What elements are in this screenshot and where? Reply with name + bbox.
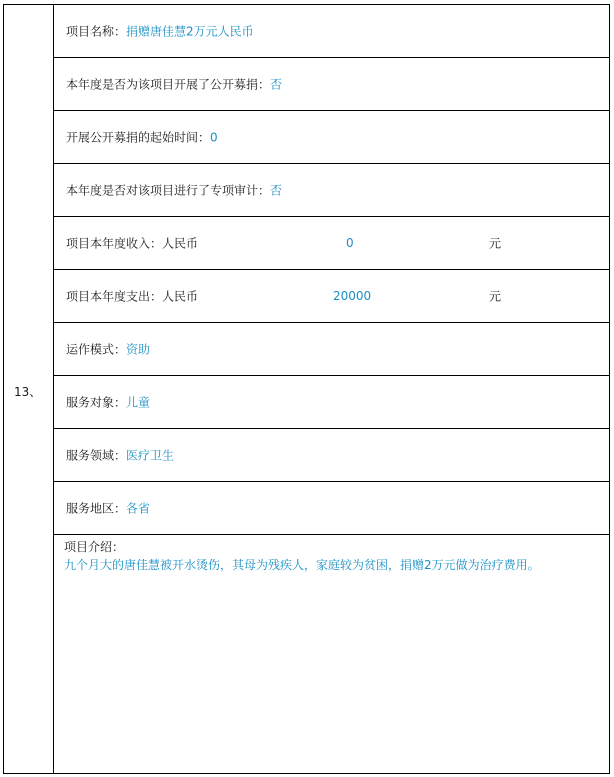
service-region-value: 各省 — [126, 501, 151, 516]
fundraising-start-value: 0 — [210, 130, 218, 145]
row-income — [54, 217, 609, 270]
public-fundraising-value: 否 — [270, 77, 283, 92]
service-field-label: 服务领域： — [66, 448, 127, 463]
special-audit-value: 否 — [270, 183, 283, 198]
row-operation-mode — [54, 323, 609, 376]
service-target-label: 服务对象： — [66, 395, 127, 410]
service-field-value: 医疗卫生 — [126, 448, 175, 463]
project-name-value: 捐赠唐佳慧2万元人民币 — [126, 24, 254, 39]
item-number: 13、 — [14, 385, 42, 399]
income-amount: 0 — [346, 236, 354, 250]
project-name-label: 项目名称： — [66, 24, 127, 39]
service-target-value: 儿童 — [126, 395, 151, 410]
fundraising-start-label: 开展公开募捐的起始时间： — [66, 130, 211, 145]
public-fundraising-label: 本年度是否为该项目开展了公开募捐： — [66, 77, 271, 92]
project-intro — [54, 535, 609, 773]
row-service-target — [54, 376, 609, 429]
row-special-audit — [54, 164, 609, 217]
operation-mode-label: 运作模式： — [66, 342, 127, 357]
expense-label: 项目本年度支出：人民币 — [66, 289, 199, 304]
project-table — [3, 4, 610, 774]
item-number-column — [4, 5, 54, 773]
expense-unit: 元 — [489, 289, 502, 304]
intro-text: 九个月大的唐佳慧被开水烫伤，其母为残疾人，家庭较为贫困，捐赠2万元做为治疗费用。 — [64, 558, 540, 572]
row-project-name — [54, 5, 609, 58]
project-detail-rows — [54, 5, 609, 773]
row-expense — [54, 270, 609, 323]
row-fundraising-start — [54, 111, 609, 164]
row-service-region — [54, 482, 609, 535]
intro-label: 项目介绍： — [64, 540, 125, 554]
income-label: 项目本年度收入：人民币 — [66, 236, 199, 251]
operation-mode-value: 资助 — [126, 342, 151, 357]
expense-amount: 20000 — [333, 289, 372, 303]
income-unit: 元 — [489, 236, 502, 251]
special-audit-label: 本年度是否对该项目进行了专项审计： — [66, 183, 271, 198]
row-public-fundraising — [54, 58, 609, 111]
row-service-field — [54, 429, 609, 482]
service-region-label: 服务地区： — [66, 501, 127, 516]
